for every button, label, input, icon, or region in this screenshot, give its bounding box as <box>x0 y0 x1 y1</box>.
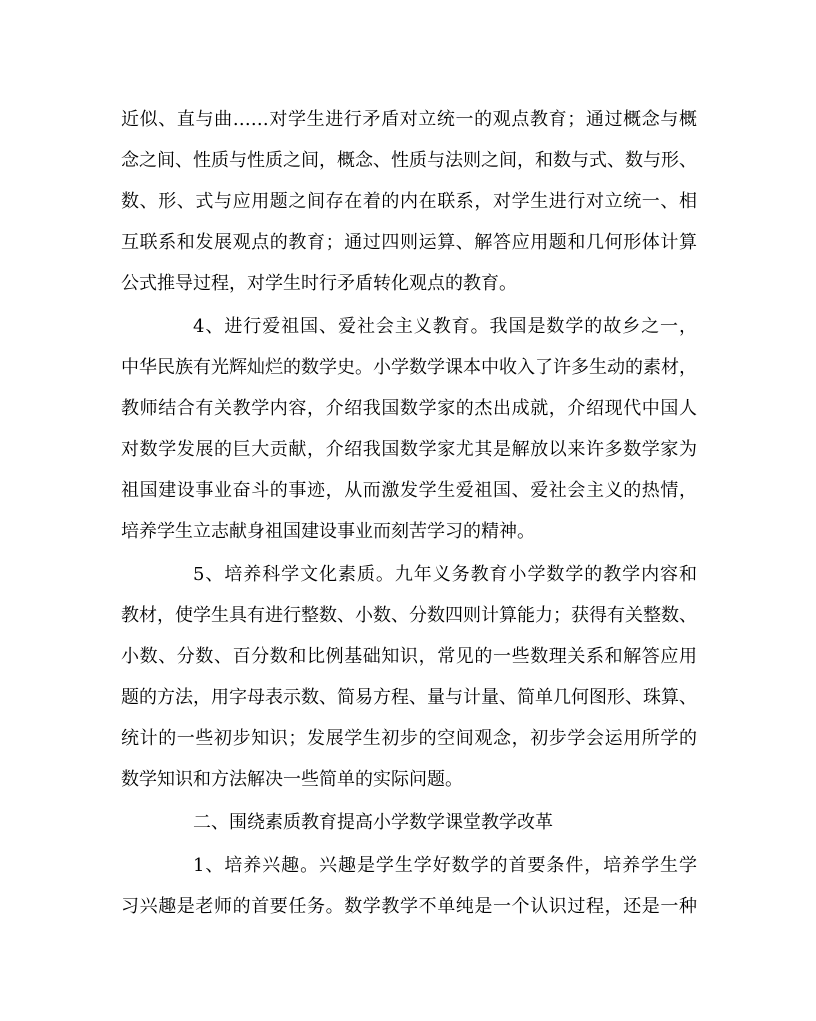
paragraph-5-line-1: 1、培养兴趣。兴趣是学生学好数学的首要条件，培养学生学 <box>193 855 697 876</box>
paragraph-3-line-6: 数学知识和方法解决一些简单的实际问题。 <box>121 769 463 790</box>
paragraph-3-line-2: 教材，使学生具有进行整数、小数、分数四则计算能力；获得有关整数、 <box>121 605 697 626</box>
section-heading: 二、围绕素质教育提高小学数学课堂教学改革 <box>193 812 553 833</box>
paragraph-1-line-4: 互联系和发展观点的教育；通过四则运算、解答应用题和几何形体计算 <box>121 232 697 253</box>
paragraph-5-line-2: 习兴趣是老师的首要任务。数学教学不单纯是一个认识过程，还是一种 <box>121 896 697 917</box>
paragraph-1-line-5: 公式推导过程，对学生时行矛盾转化观点的教育。 <box>121 273 517 294</box>
paragraph-2-line-2: 中华民族有光辉灿烂的数学史。小学数学课本中收入了许多生动的素材， <box>121 357 697 378</box>
paragraph-3-line-3: 小数、分数、百分数和比例基础知识，常见的一些数理关系和解答应用 <box>121 646 697 667</box>
paragraph-1-line-1: 近似、直与曲……对学生进行矛盾对立统一的观点教育；通过概念与概 <box>121 109 697 130</box>
paragraph-3-line-5: 统计的一些初步知识；发展学生初步的空间观念，初步学会运用所学的 <box>121 728 697 749</box>
paragraph-3-line-4: 题的方法，用字母表示数、简易方程、量与计量、简单几何图形、珠算、 <box>121 687 697 708</box>
paragraph-2-line-3: 教师结合有关教学内容，介绍我国数学家的杰出成就，介绍现代中国人 <box>121 398 697 419</box>
paragraph-2-line-6: 培养学生立志献身祖国建设事业而刻苦学习的精神。 <box>121 521 535 542</box>
paragraph-3-line-1: 5、培养科学文化素质。九年义务教育小学数学的教学内容和 <box>193 564 697 585</box>
paragraph-1-line-2: 念之间、性质与性质之间，概念、性质与法则之间，和数与式、数与形、 <box>121 150 697 171</box>
paragraph-2-line-4: 对数学发展的巨大贡献，介绍我国数学家尤其是解放以来许多数学家为 <box>121 439 697 460</box>
paragraph-2-line-1: 4、进行爱祖国、爱社会主义教育。我国是数学的故乡之一， <box>193 316 697 337</box>
paragraph-2-line-5: 祖国建设事业奋斗的事迹，从而激发学生爱祖国、爱社会主义的热情， <box>121 480 697 501</box>
paragraph-1-line-3: 数、形、式与应用题之间存在着的内在联系，对学生进行对立统一、相 <box>121 191 697 212</box>
